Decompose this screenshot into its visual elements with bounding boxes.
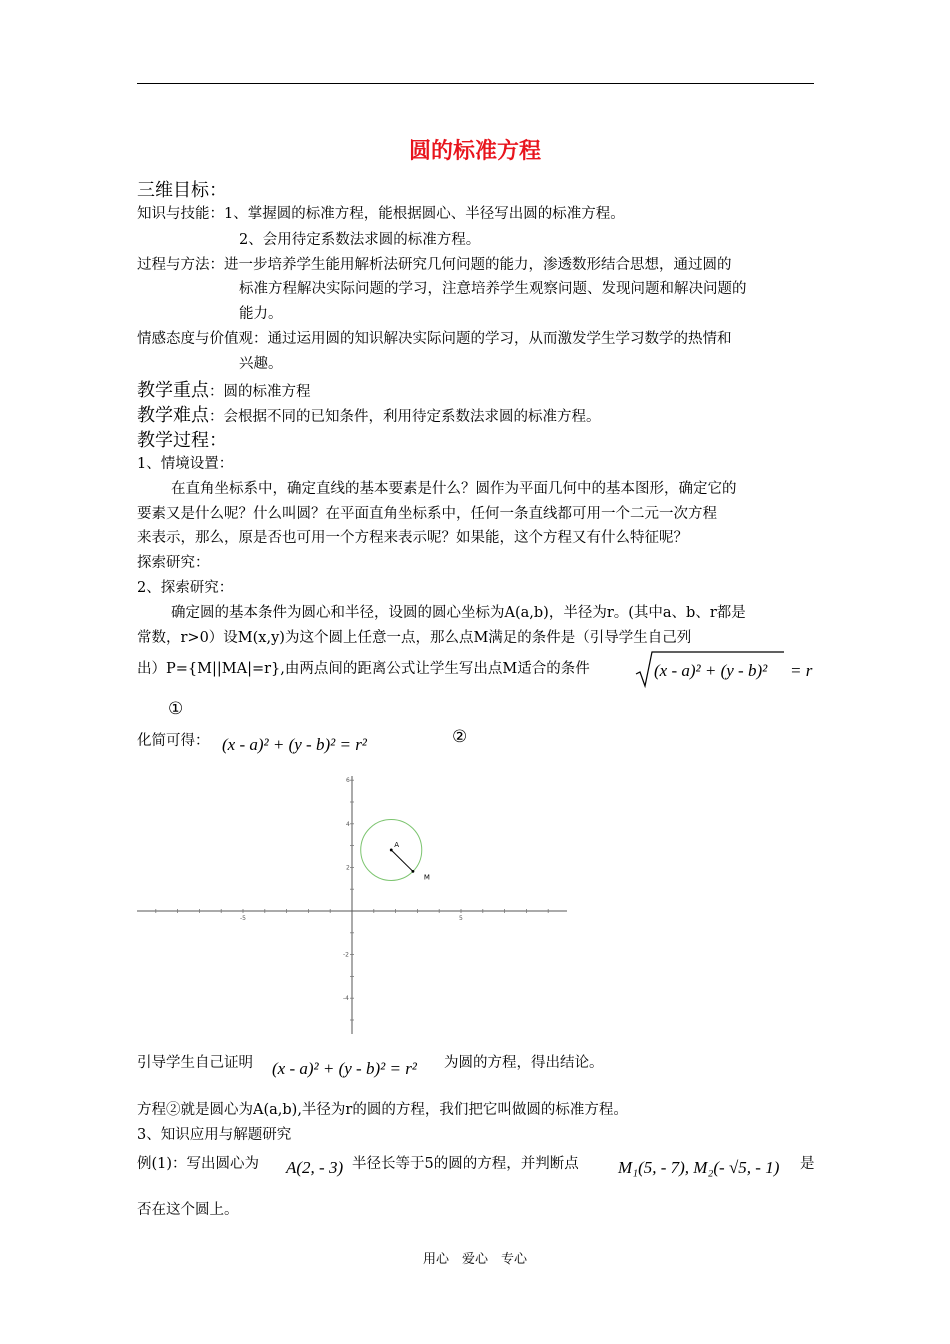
sqrt-inner: (x - a)² + (y - b)² [654, 661, 768, 680]
x-tick-label-5: 5 [459, 915, 463, 922]
process-line-3: 能力。 [239, 306, 283, 322]
standard-formula-2: (x - a)² + (y - b)² = r² [272, 1059, 417, 1078]
point-A-formula: A(2, - 3) [286, 1158, 344, 1177]
emotion-line-1: 情感态度与价值观：通过运用圆的知识解决实际问题的学习，从而激发学生学习数学的热情和 [137, 331, 732, 347]
section1-heading: 1、情境设置： [137, 456, 234, 472]
example-mid: 半径长等于5的圆的方程，并判断点 [352, 1156, 579, 1172]
conclusion: 方程②就是圆心为A(a,b),半径为r的圆的方程，我们把它叫做圆的标准方程。 [137, 1102, 628, 1118]
section2-p1: 确定圆的基本条件为圆心和半径，设圆的圆心坐标为A(a,b)，半径为r。(其中a、b、r都是 [171, 605, 746, 621]
x-tick-label-neg5: -5 [240, 915, 246, 922]
emotion-line-2: 兴趣。 [239, 356, 283, 372]
section1-p4: 探索研究： [137, 555, 210, 571]
points-M-formula: M₁(5, - 7), M₂(- √5, - 1) [618, 1158, 780, 1177]
y-tick-label-4: 4 [346, 820, 350, 828]
page-title: 圆的标准方程 [408, 139, 541, 164]
label-M: M [423, 873, 430, 882]
knowledge-line-2: 2、会用待定系数法求圆的标准方程。 [239, 232, 481, 248]
key-point-label: 教学重点 [137, 380, 209, 401]
difficulty [137, 401, 601, 427]
difficulty-label: 教学难点 [137, 405, 209, 426]
process-line-1: 过程与方法：进一步培养学生能用解析法研究几何问题的能力，渗透数形结合思想，通过圆的 [137, 257, 732, 273]
center-point [390, 849, 393, 852]
section2-p3: 出）P={M||MA|=r},由两点间的距离公式让学生写出点M适合的条件 [137, 661, 590, 677]
marker-1: ① [168, 699, 184, 719]
y-tick-label-2: 2 [346, 864, 350, 872]
knowledge-line-1: 知识与技能：1、掌握圆的标准方程，能根据圆心、半径写出圆的标准方程。 [137, 206, 625, 222]
footer: 用心 爱心 专心 [422, 1252, 527, 1267]
label-A: A [394, 840, 400, 849]
sqrt-rhs: = r [790, 661, 813, 680]
y-tick-label-neg4: -4 [343, 995, 349, 1003]
simplify-label: 化简可得： [137, 733, 210, 749]
example-line-2: 否在这个圆上。 [137, 1202, 239, 1218]
radius-segment [391, 850, 413, 871]
section1-p1: 在直角坐标系中，确定直线的基本要素是什么？圆作为平面几何中的基本图形，确定它的 [171, 481, 737, 497]
example-before: 例(1)：写出圆心为 [137, 1156, 260, 1172]
section3-heading: 3、知识应用与解题研究 [137, 1127, 292, 1143]
section2-p2: 常数，r>0）设M(x,y)为这个圆上任意一点，那么点M满足的条件是（引导学生自己列 [137, 630, 692, 646]
key-point [137, 376, 311, 402]
circle-point [412, 870, 415, 873]
proof-before: 引导学生自己证明 [137, 1055, 253, 1071]
header-rule [137, 83, 814, 84]
example-end: 是 [800, 1156, 815, 1172]
standard-formula-1: (x - a)² + (y - b)² = r² [222, 735, 367, 754]
key-point-text: ：圆的标准方程 [209, 384, 311, 400]
y-tick-label-6: 6 [346, 777, 350, 785]
coordinate-graph [137, 772, 572, 1037]
proof-after: 为圆的方程，得出结论。 [444, 1055, 604, 1071]
goals-heading: 三维目标： [137, 180, 227, 201]
y-tick-label-neg2: -2 [343, 951, 349, 959]
section2-heading: 2、探索研究： [137, 580, 234, 596]
marker-2: ② [452, 727, 468, 747]
difficulty-text: ：会根据不同的已知条件，利用待定系数法求圆的标准方程。 [209, 409, 601, 425]
section1-p3: 来表示，那么，原是否也可用一个方程来表示呢？如果能，这个方程又有什么特征呢？ [137, 530, 688, 546]
process-line-2: 标准方程解决实际问题的学习，注意培养学生观察问题、发现问题和解决问题的 [239, 281, 747, 297]
section1-p2: 要素又是什么呢？什么叫圆？在平面直角坐标系中，任何一条直线都可用一个二元一次方程 [137, 506, 717, 522]
process-heading: 教学过程： [137, 430, 227, 451]
